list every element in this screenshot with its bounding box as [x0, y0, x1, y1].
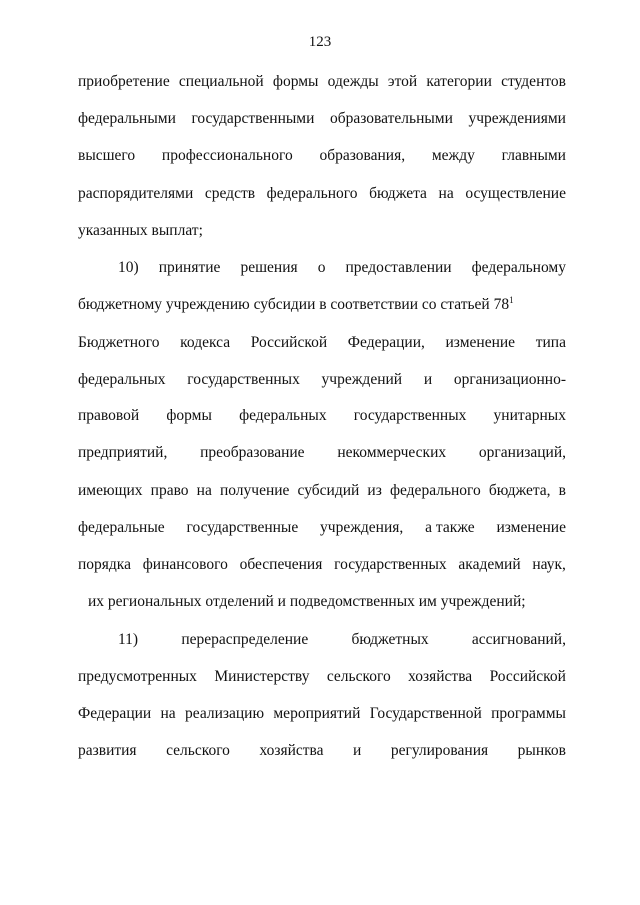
- word: и: [353, 742, 362, 759]
- text-line: [78, 295, 566, 315]
- word: обеспечения: [239, 556, 323, 573]
- word: учреждениями: [468, 110, 566, 127]
- word: регулирования: [390, 742, 489, 759]
- word: между: [431, 147, 475, 164]
- text-line: [78, 667, 566, 687]
- word: категории: [426, 73, 492, 90]
- word: предприятий,: [78, 444, 168, 461]
- text-line: [78, 704, 566, 724]
- word: на: [438, 185, 454, 202]
- word: получение: [219, 482, 290, 499]
- text-line: [78, 109, 566, 129]
- word: федеральных: [78, 371, 166, 388]
- word: государственные: [186, 519, 299, 536]
- word: хозяйства: [259, 742, 324, 759]
- word: Государственной: [369, 705, 482, 722]
- text-line: [78, 518, 566, 538]
- word: организаций,: [478, 444, 566, 461]
- word: государственных: [353, 407, 467, 424]
- word: хозяйства: [408, 668, 473, 685]
- word: решения: [240, 259, 298, 276]
- word: Федерации,: [347, 334, 425, 351]
- text-line: [78, 406, 566, 426]
- word: порядка: [78, 556, 131, 573]
- word: федеральными: [78, 110, 176, 127]
- word: предусмотренных: [78, 668, 197, 685]
- word: о: [317, 259, 326, 276]
- word: финансового: [142, 556, 228, 573]
- text-line: указанных выплат;: [78, 222, 203, 239]
- word: государственных: [187, 371, 300, 388]
- text-line: их региональных отделений и подведомственных им учреждений;: [88, 593, 526, 610]
- text-line: [118, 630, 566, 650]
- word: сельского: [166, 742, 230, 759]
- word: Российской: [489, 668, 566, 685]
- text-line: [78, 184, 566, 204]
- word: реализацию: [185, 705, 265, 722]
- word: изменение: [445, 334, 516, 351]
- word: предоставлении: [345, 259, 452, 276]
- word: принятие: [158, 259, 221, 276]
- text-line: [78, 333, 566, 353]
- word: бюджета,: [488, 482, 551, 499]
- word: и: [423, 371, 433, 388]
- word: формы: [272, 73, 319, 90]
- word: академий: [458, 556, 521, 573]
- word: из: [367, 482, 382, 499]
- word: государственных: [334, 556, 447, 573]
- text-line: [78, 370, 566, 390]
- word: федерального: [266, 185, 358, 202]
- word: Бюджетного: [78, 334, 160, 351]
- text-line: [118, 258, 566, 278]
- text-line: [78, 555, 566, 575]
- word: на: [160, 705, 176, 722]
- word: Российской: [250, 334, 328, 351]
- word: образования,: [319, 147, 406, 164]
- word: учреждений: [321, 371, 403, 388]
- word: организационно-: [453, 371, 566, 388]
- line-text: бюджетному учреждению субсидии в соответствии со статьей 78: [78, 296, 510, 313]
- word: Министерству: [214, 668, 310, 685]
- superscript: 1: [509, 294, 514, 305]
- word: перераспределение: [181, 631, 309, 648]
- word: право: [150, 482, 189, 499]
- word: имеющих: [78, 482, 143, 499]
- word: кодекса: [180, 334, 231, 351]
- word: бюджетных: [351, 631, 429, 648]
- text-line: [78, 443, 566, 463]
- word: формы: [166, 407, 212, 424]
- word: программы: [491, 705, 566, 722]
- word: развития: [78, 742, 137, 759]
- word: образовательными: [329, 110, 453, 127]
- word: высшего: [78, 147, 136, 164]
- word: 11): [118, 631, 139, 648]
- word: а также: [425, 519, 475, 536]
- text-line: [78, 72, 566, 92]
- word: правовой: [78, 407, 140, 424]
- text-line: [78, 481, 566, 501]
- word: профессионального: [161, 147, 293, 164]
- word: унитарных: [493, 407, 566, 424]
- word: учреждения,: [320, 519, 404, 536]
- word: в: [558, 482, 566, 499]
- word: приобретение: [78, 73, 170, 90]
- text-line: [78, 741, 566, 761]
- text-line: [78, 146, 566, 166]
- word: федеральные: [78, 519, 165, 536]
- word: на: [196, 482, 212, 499]
- word: мероприятий: [273, 705, 361, 722]
- word: государственными: [191, 110, 315, 127]
- page-number: 123: [308, 34, 332, 50]
- word: изменение: [496, 519, 566, 536]
- word: федеральных: [239, 407, 327, 424]
- word: наук,: [532, 556, 566, 573]
- word: Федерации: [78, 705, 152, 722]
- word: 10): [118, 259, 139, 276]
- word: сельского: [326, 668, 391, 685]
- word: федеральному: [471, 259, 566, 276]
- word: средств: [204, 185, 256, 202]
- word: главными: [501, 147, 566, 164]
- word: распорядителями: [78, 185, 194, 202]
- word: одежды: [327, 73, 379, 90]
- word: некоммерческих: [337, 444, 447, 461]
- word: осуществление: [465, 185, 566, 202]
- word: преобразование: [200, 444, 305, 461]
- word: этой: [387, 73, 418, 90]
- word: федерального: [389, 482, 481, 499]
- word: типа: [535, 334, 566, 351]
- word: студентов: [501, 73, 566, 90]
- word: субсидий: [297, 482, 360, 499]
- word: специальной: [178, 73, 264, 90]
- word: бюджета: [369, 185, 427, 202]
- word: ассигнований,: [471, 631, 566, 648]
- word: рынков: [517, 742, 566, 759]
